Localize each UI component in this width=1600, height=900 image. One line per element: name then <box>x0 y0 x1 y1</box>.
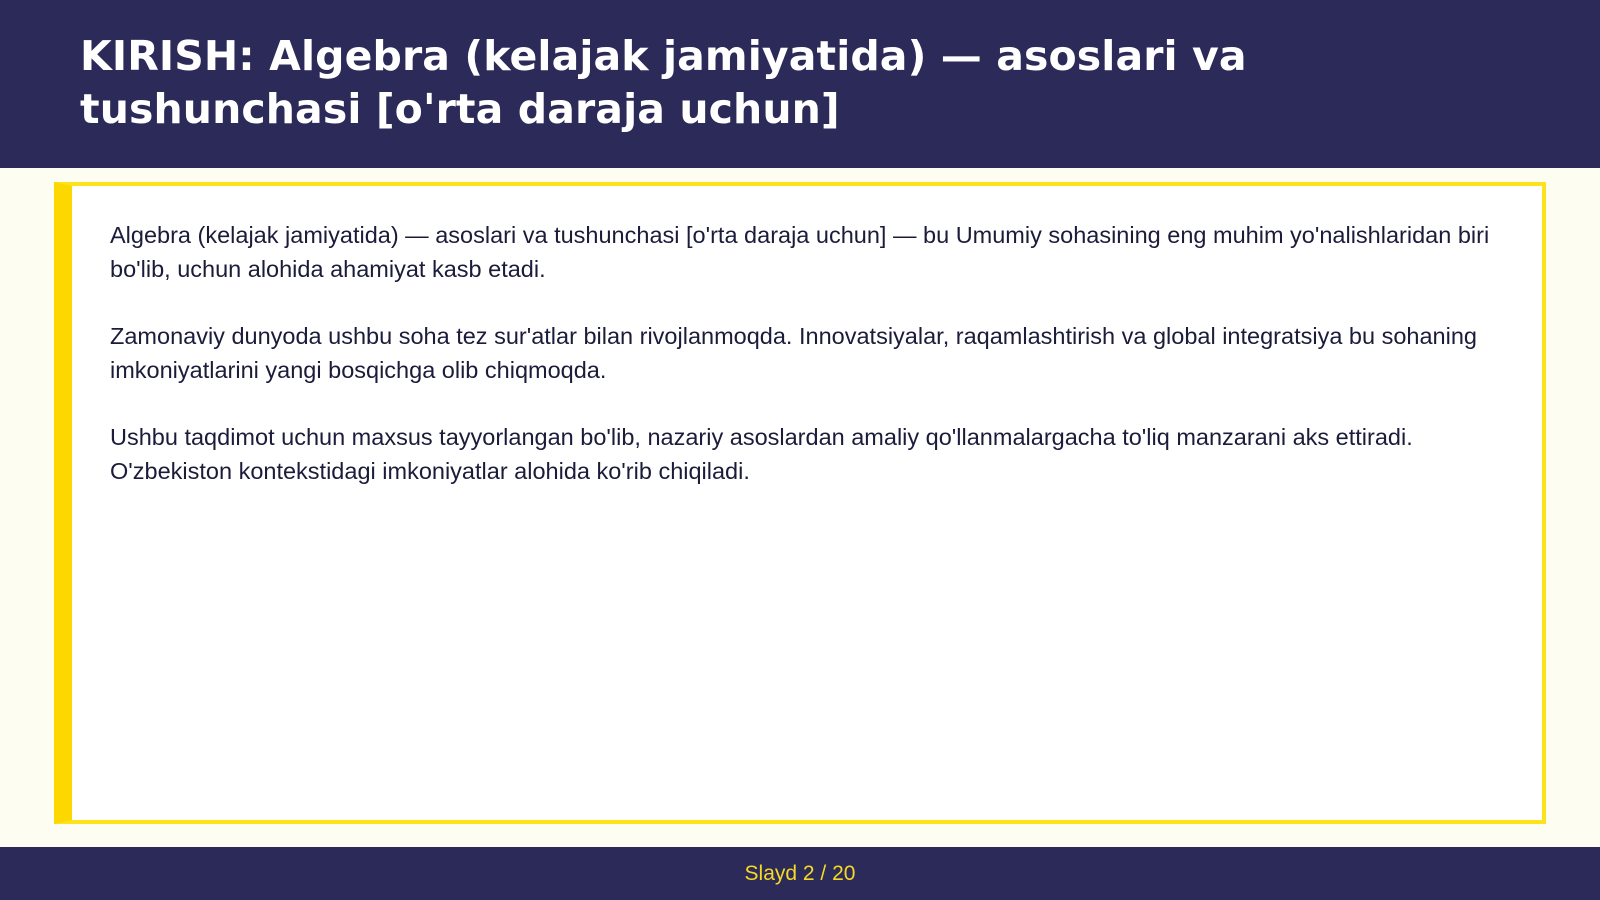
slide-counter: Slayd 2 / 20 <box>744 861 856 885</box>
slide-title: KIRISH: Algebra (kelajak jamiyatida) — asoslari va tushunchasi [o'rta daraja uchun] <box>80 32 1247 133</box>
slide-header <box>0 0 1600 168</box>
content-paragraph-2: Zamonaviy dunyoda ushbu soha tez sur'atlar bilan rivojlanmoqda. Innovatsiyalar, raqamlashtirish va global integratsiya bu sohaning imkoniyatlarini yangi bosqichga olib chiqmoqda. <box>110 323 1477 383</box>
content-paragraph-3: Ushbu taqdimot uchun maxsus tayyorlangan bo'lib, nazariy asoslardan amaliy qo'llanmalargacha to'liq manzarani aks ettiradi. O'zbekiston kontekstidagi imkoniyatlar alohida ko'rib chiqiladi. <box>110 424 1413 484</box>
slide-footer <box>0 847 1600 900</box>
content-panel <box>54 182 1546 824</box>
content-paragraph-1: Algebra (kelajak jamiyatida) — asoslari va tushunchasi [o'rta daraja uchun] — bu Umumiy sohasining eng muhim yo'nalishlaridan biri bo'lib, uchun alohida ahamiyat kasb etadi. <box>110 222 1490 282</box>
